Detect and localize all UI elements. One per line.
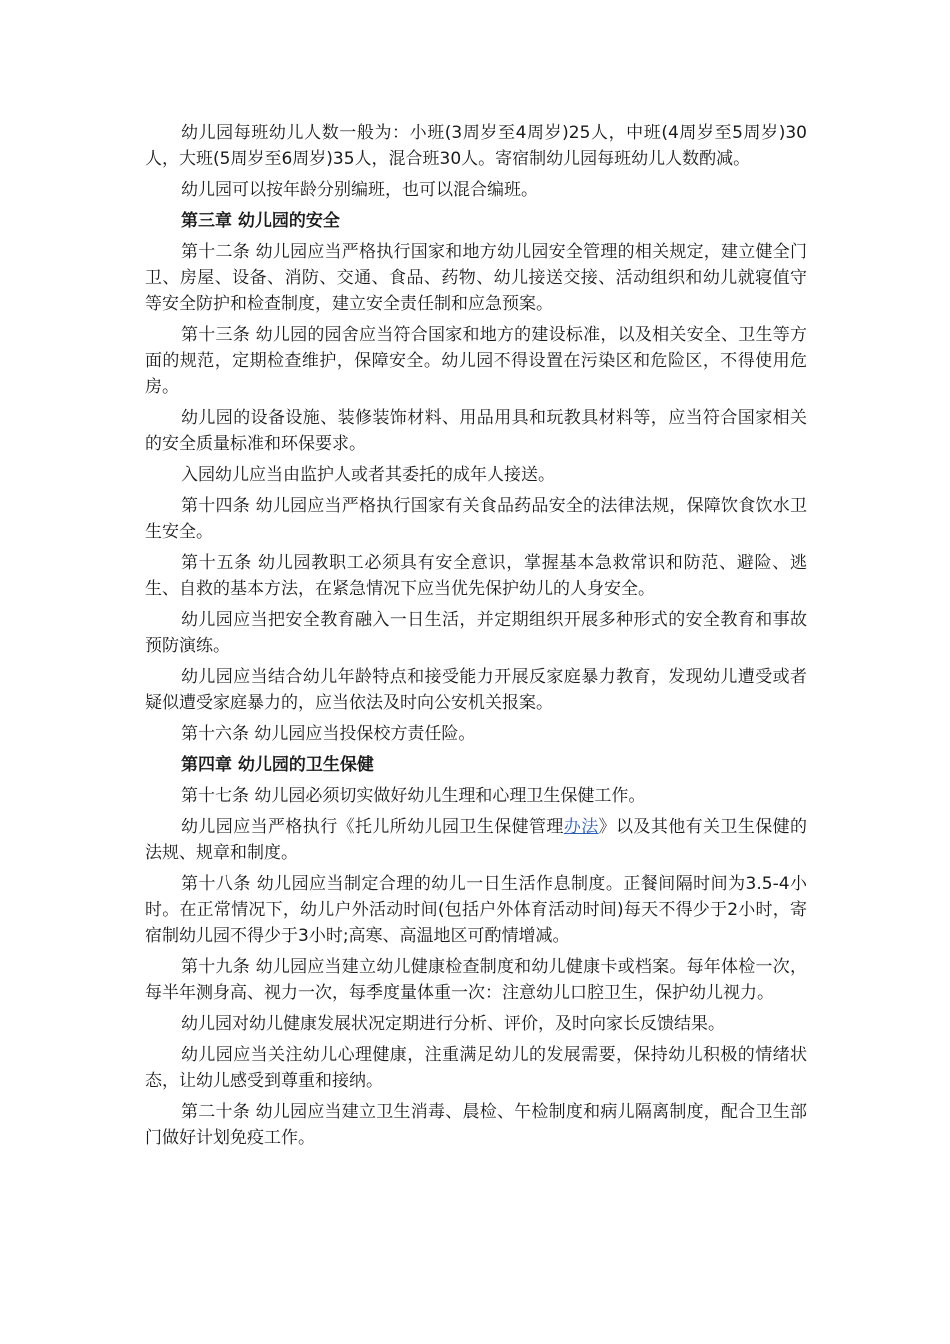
paragraph: 幼儿园的设备设施、装修装饰材料、用品用具和玩教具材料等，应当符合国家相关的安全质量标准和环保要求。: [145, 408, 807, 454]
paragraph: 幼儿园应当把安全教育融入一日生活，并定期组织开展多种形式的安全教育和事故预防演练。: [145, 610, 807, 656]
paragraph: 幼儿园可以按年龄分别编班，也可以混合编班。: [181, 180, 538, 200]
regulation-link[interactable]: 办法: [563, 817, 599, 837]
paragraph: 幼儿园应当关注幼儿心理健康，注重满足幼儿的发展需要，保持幼儿积极的情绪状态，让幼儿感受到尊重和接纳。: [145, 1045, 807, 1091]
paragraph: 入园幼儿应当由监护人或者其委托的成年人接送。: [181, 465, 555, 485]
paragraph: 第十二条 幼儿园应当严格执行国家和地方幼儿园安全管理的相关规定，建立健全门卫、房屋、设备、消防、交通、食品、药物、幼儿接送交接、活动组织和幼儿就寝值守等安全防护和检查制度，建立安全责任制和应急预案。: [145, 242, 807, 314]
paragraph: 幼儿园每班幼儿人数一般为：小班(3周岁至4周岁)25人，中班(4周岁至5周岁)30人，大班(5周岁至6周岁)35人，混合班30人。寄宿制幼儿园每班幼儿人数酌减。: [145, 123, 807, 169]
paragraph: 幼儿园对幼儿健康发展状况定期进行分析、评价，及时向家长反馈结果。: [181, 1014, 725, 1034]
paragraph: 第十三条 幼儿园的园舍应当符合国家和地方的建设标准，以及相关安全、卫生等方面的规范，定期检查维护，保障安全。幼儿园不得设置在污染区和危险区，不得使用危房。: [145, 325, 807, 397]
paragraph: 第十八条 幼儿园应当制定合理的幼儿一日生活作息制度。正餐间隔时间为3.5-4小时。在正常情况下，幼儿户外活动时间(包括户外体育活动时间)每天不得少于2小时，寄宿制幼儿园不得少于3小时;高寒、高温地区可酌情增减。: [145, 874, 807, 946]
paragraph: 第十九条 幼儿园应当建立幼儿健康检查制度和幼儿健康卡或档案。每年体检一次，每半年测身高、视力一次，每季度量体重一次：注意幼儿口腔卫生，保护幼儿视力。: [145, 957, 807, 1003]
paragraph: 第十五条 幼儿园教职工必须具有安全意识，掌握基本急救常识和防范、避险、逃生、自救的基本方法，在紧急情况下应当优先保护幼儿的人身安全。: [145, 553, 807, 599]
paragraph: 第十七条 幼儿园必须切实做好幼儿生理和心理卫生保健工作。: [181, 786, 646, 806]
chapter-heading: 第三章 幼儿园的安全: [181, 211, 340, 231]
paragraph: 幼儿园应当结合幼儿年龄特点和接受能力开展反家庭暴力教育，发现幼儿遭受或者疑似遭受家庭暴力的，应当依法及时向公安机关报案。: [145, 667, 807, 713]
paragraph: 第十四条 幼儿园应当严格执行国家有关食品药品安全的法律法规，保障饮食饮水卫生安全。: [145, 496, 807, 542]
paragraph: 第十六条 幼儿园应当投保校方责任险。: [181, 724, 476, 744]
paragraph-with-link: 幼儿园应当严格执行《托儿所幼儿园卫生保健管理办法》以及其他有关卫生保健的法规、规章和制度。: [145, 817, 808, 863]
paragraph: 第二十条 幼儿园应当建立卫生消毒、晨检、午检制度和病儿隔离制度，配合卫生部门做好计划免疫工作。: [145, 1102, 807, 1148]
chapter-heading: 第四章 幼儿园的卫生保健: [181, 755, 374, 775]
